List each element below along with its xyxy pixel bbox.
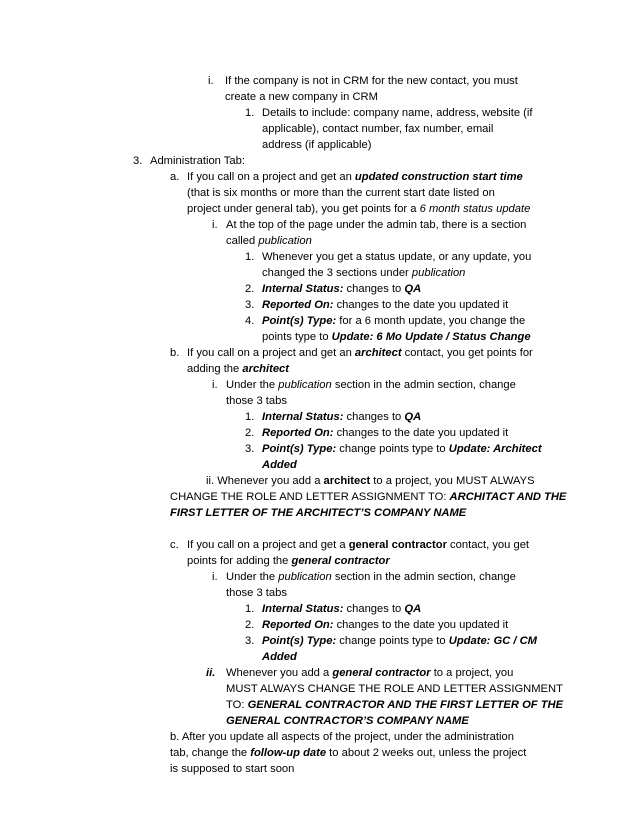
- text-line: Point(s) Type: change points type to Update: GC / CM: [262, 635, 538, 647]
- text-line: Added: [262, 651, 297, 663]
- list-marker: 3.: [245, 443, 255, 455]
- text-line: Under the publication section in the admin section, change: [226, 379, 516, 391]
- text-line: Under the publication section in the admin section, change: [226, 571, 516, 583]
- text-line: tab, change the follow-up date to about 2 weeks out, unless the project: [170, 747, 527, 759]
- text-line: applicable), contact number, fax number, email: [262, 123, 494, 135]
- text-line: address (if applicable): [262, 139, 372, 151]
- list-marker: 3.: [133, 155, 143, 167]
- text-line: Internal Status: changes to QA: [262, 283, 422, 295]
- text-line: b. After you update all aspects of the project, under the administration: [170, 731, 514, 743]
- list-marker: c.: [170, 539, 179, 551]
- text-line: Whenever you get a status update, or any update, you: [262, 251, 532, 263]
- text-line: called publication: [226, 235, 312, 247]
- list-marker: 2.: [245, 283, 255, 295]
- list-marker: a.: [170, 171, 180, 183]
- text-line: TO: GENERAL CONTRACTOR AND THE FIRST LETTER OF THE: [226, 699, 564, 711]
- list-marker: i.: [212, 219, 218, 231]
- list-marker: i.: [212, 571, 218, 583]
- text-line: (that is six months or more than the current start date listed on: [187, 187, 495, 199]
- text-line: adding the architect: [187, 363, 290, 375]
- text-line: If you call on a project and get a general contractor contact, you get: [187, 539, 530, 551]
- list-marker: 4.: [245, 315, 255, 327]
- list-marker: 1.: [245, 411, 255, 423]
- list-marker: ii.: [206, 667, 216, 679]
- text-line: MUST ALWAYS CHANGE THE ROLE AND LETTER ASSIGNMENT: [226, 683, 563, 695]
- text-line: Internal Status: changes to QA: [262, 411, 422, 423]
- text-line: create a new company in CRM: [225, 91, 378, 103]
- text-line: Reported On: changes to the date you updated it: [262, 619, 509, 631]
- list-marker: 3.: [245, 299, 255, 311]
- list-marker: 2.: [245, 619, 255, 631]
- text-line: If you call on a project and get an architect contact, you get points for: [187, 347, 533, 359]
- text-line: If the company is not in CRM for the new contact, you must: [225, 75, 518, 87]
- text-line: At the top of the page under the admin tab, there is a section: [226, 219, 527, 231]
- list-marker: 1.: [245, 603, 255, 615]
- text-line: points type to Update: 6 Mo Update / Status Change: [262, 331, 531, 343]
- text-line: ii. Whenever you add a architect to a project, you MUST ALWAYS: [206, 475, 535, 487]
- text-line: Added: [262, 459, 297, 471]
- text-line: those 3 tabs: [226, 395, 287, 407]
- text-line: Reported On: changes to the date you updated it: [262, 427, 509, 439]
- text-line: CHANGE THE ROLE AND LETTER ASSIGNMENT TO: ARCHITACT AND THE: [170, 491, 567, 503]
- list-marker: 3.: [245, 635, 255, 647]
- text-line: points for adding the general contractor: [187, 555, 390, 567]
- list-marker: i.: [212, 379, 218, 391]
- list-marker: b.: [170, 347, 180, 359]
- text-line: changed the 3 sections under publication: [262, 267, 466, 279]
- text-line: FIRST LETTER OF THE ARCHITECT’S COMPANY NAME: [170, 507, 467, 519]
- list-marker: 1.: [245, 251, 255, 263]
- text-line: Internal Status: changes to QA: [262, 603, 422, 615]
- list-marker: i.: [208, 75, 214, 87]
- text-line: is supposed to start soon: [170, 763, 295, 775]
- text-line: Reported On: changes to the date you updated it: [262, 299, 509, 311]
- text-line: Point(s) Type: for a 6 month update, you change the: [262, 315, 526, 327]
- text-line: GENERAL CONTRACTOR’S COMPANY NAME: [226, 715, 469, 727]
- list-marker: 1.: [245, 107, 255, 119]
- text-line: those 3 tabs: [226, 587, 287, 599]
- text-line: Details to include: company name, address, website (if: [262, 107, 533, 119]
- text-line: If you call on a project and get an updated construction start time: [187, 171, 523, 183]
- text-line: project under general tab), you get points for a 6 month status update: [187, 203, 531, 215]
- list-marker: 2.: [245, 427, 255, 439]
- text-line: Point(s) Type: change points type to Update: Architect: [262, 443, 542, 455]
- text-line: Whenever you add a general contractor to a project, you: [226, 667, 514, 679]
- section-heading: Administration Tab:: [150, 155, 245, 167]
